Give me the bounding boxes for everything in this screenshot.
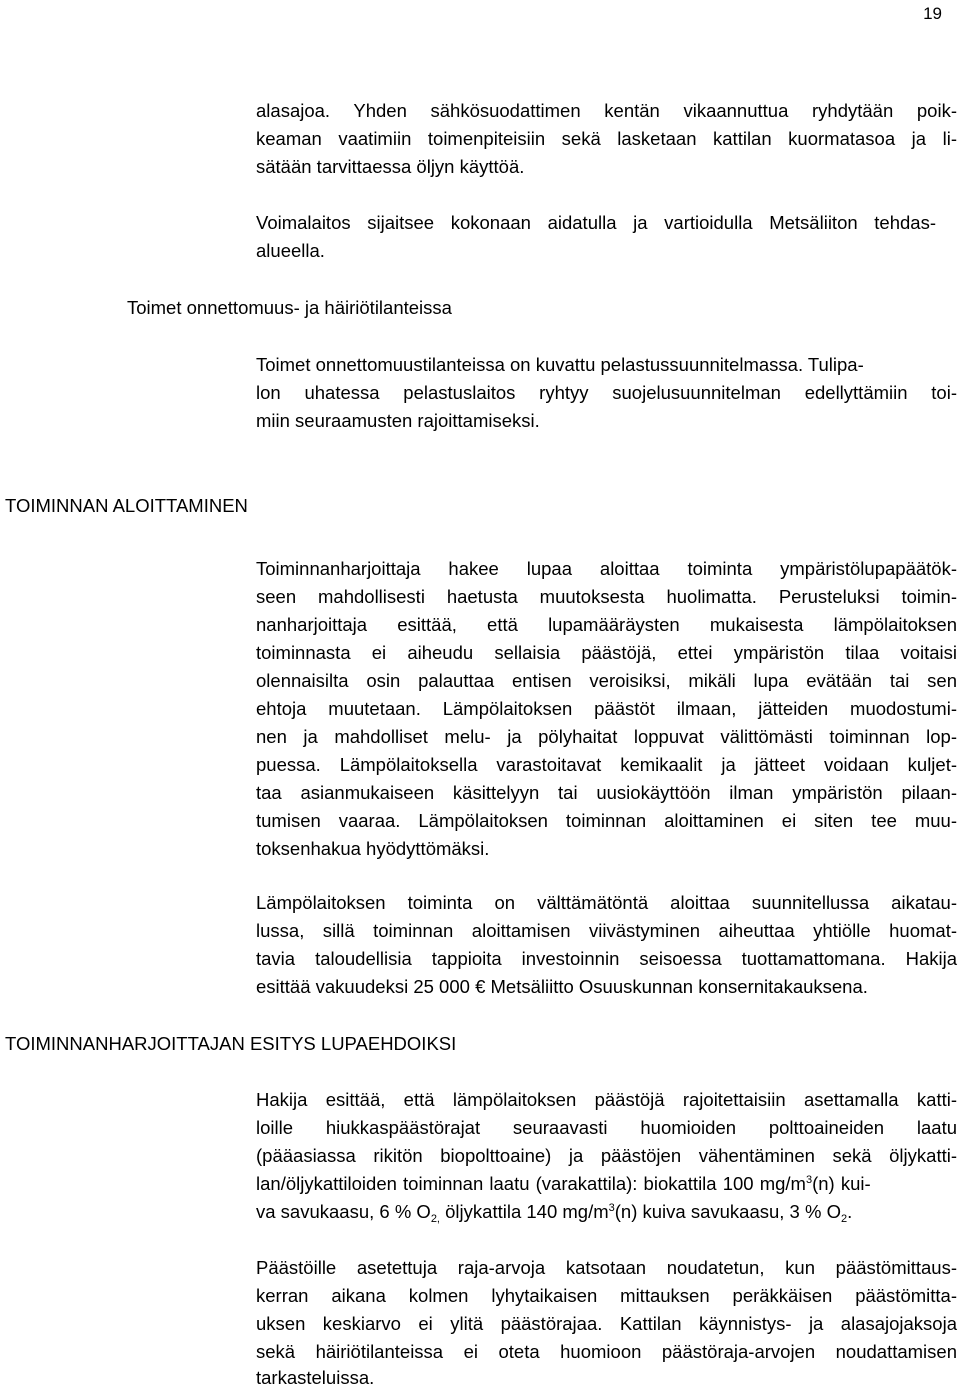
section-heading: TOIMINNANHARJOITTAJAN ESITYS LUPAEHDOIKSI bbox=[5, 1033, 457, 1054]
text-run: (n) kui- bbox=[812, 1173, 871, 1194]
page-number: 19 bbox=[923, 4, 942, 23]
paragraph-line bbox=[256, 1172, 871, 1196]
paragraph-line bbox=[256, 1200, 852, 1224]
superscript: 3 bbox=[805, 1174, 813, 1186]
paragraph-line: sekä häiriötilanteissa ei oteta huomioon päästöraja-arvojen noudattamisen bbox=[256, 1341, 957, 1362]
text-run: öljykattila 140 mg/m bbox=[440, 1201, 609, 1222]
paragraph-line: loille hiukkaspäästörajat seuraavasti huomioiden polttoaineiden laatu bbox=[256, 1117, 957, 1138]
paragraph-line: tumisen vaaraa. Lämpölaitoksen toiminnan aloittaminen ei siten tee muu- bbox=[256, 810, 957, 831]
text-run: va savukaasu, 6 % O bbox=[256, 1201, 431, 1222]
text-run: (n) kuiva savukaasu, 3 % O bbox=[614, 1201, 841, 1222]
paragraph-line: lon uhatessa pelastuslaitos ryhtyy suojelusuunnitelman edellyttämiin toi- bbox=[256, 382, 957, 403]
paragraph-line: sätään tarvittaessa öljyn käyttöä. bbox=[256, 156, 525, 177]
paragraph-line: puessa. Lämpölaitoksella varastoitavat kemikaalit ja jätteet voidaan kuljet- bbox=[256, 754, 957, 775]
paragraph-line: Toiminnanharjoittaja hakee lupaa aloittaa toiminta ympäristölupapäätök- bbox=[256, 558, 957, 579]
paragraph-line: taa asianmukaiseen käsittelyyn tai uusiokäyttöön ilman ympäristön pilaan- bbox=[256, 782, 957, 803]
paragraph-line: Voimalaitos sijaitsee kokonaan aidatulla ja vartioidulla Metsäliiton tehdas- bbox=[256, 212, 936, 233]
paragraph-line: Lämpölaitoksen toiminta on välttämätöntä aloittaa suunnitellussa aikatau- bbox=[256, 892, 957, 913]
paragraph-line: lussa, sillä toiminnan aloittamisen viivästyminen aiheuttaa yhtiölle huomat- bbox=[256, 920, 957, 941]
paragraph-line: ehtoja muutetaan. Lämpölaitoksen päästöt ilmaan, jätteiden muodostumi- bbox=[256, 698, 957, 719]
paragraph-line: tarkasteluissa. bbox=[256, 1367, 375, 1388]
subscript: 2, bbox=[430, 1213, 440, 1225]
superscript: 3 bbox=[608, 1202, 615, 1214]
paragraph-line: alasajoa. Yhden sähkösuodattimen kentän vikaannuttua ryhdytään poik- bbox=[256, 100, 957, 121]
section-heading: Toimet onnettomuus- ja häiriötilanteissa bbox=[127, 297, 452, 318]
paragraph-line: (pääasiassa rikitön biopolttoaine) ja päästöjen vähentäminen sekä öljykatti- bbox=[256, 1145, 957, 1166]
paragraph-line: olennaisilta osin palauttaa entisen veroisiksi, mikäli lupa evätään tai sen bbox=[256, 670, 957, 691]
paragraph-line: keaman vaatimiin toimenpiteisiin sekä lasketaan kattilan kuormatasoa ja li- bbox=[256, 128, 957, 149]
subscript: 2 bbox=[840, 1213, 848, 1225]
paragraph-line: alueella. bbox=[256, 240, 325, 261]
paragraph-line: toksenhakua hyödyttömäksi. bbox=[256, 838, 490, 859]
paragraph-line: nanharjoittaja esittää, että lupamääräysten mukaisesta lämpölaitoksen bbox=[256, 614, 957, 635]
paragraph-line: miin seuraamusten rajoittamiseksi. bbox=[256, 410, 540, 431]
text-run: . bbox=[847, 1201, 853, 1222]
text-run: lan/öljykattiloiden toiminnan laatu (varakattila): biokattila 100 mg/m bbox=[256, 1173, 806, 1194]
paragraph-line: seen mahdollisesti haetusta muutoksesta huolimatta. Perusteluksi toimin- bbox=[256, 586, 957, 607]
paragraph-line: Toimet onnettomuustilanteissa on kuvattu pelastussuunnitelmassa. Tulipa- bbox=[256, 354, 864, 375]
paragraph-line: esittää vakuudeksi 25 000 € Metsäliitto Osuuskunnan konsernitakauksena. bbox=[256, 976, 868, 997]
paragraph-line: kerran aikana kolmen lyhytaikaisen mittauksen peräkkäisen päästömitta- bbox=[256, 1285, 957, 1306]
paragraph-line: uksen keskiarvo ei ylitä päästörajaa. Kattilan käynnistys- ja alasajojaksoja bbox=[256, 1313, 957, 1334]
section-heading: TOIMINNAN ALOITTAMINEN bbox=[5, 495, 248, 516]
paragraph-line: tavia taloudellisia tappioita investoinnin seisoessa tuottamattomana. Hakija bbox=[256, 948, 957, 969]
paragraph-line: nen ja mahdolliset melu- ja pölyhaitat loppuvat välittömästi toiminnan lop- bbox=[256, 726, 957, 747]
paragraph-line: toiminnasta ei aiheudu sellaisia päästöjä, ettei ympäristön tilaa voitaisi bbox=[256, 642, 957, 663]
paragraph-line: Hakija esittää, että lämpölaitoksen päästöjä rajoitettaisiin asettamalla katti- bbox=[256, 1089, 957, 1110]
paragraph-line: Päästöille asetettuja raja-arvoja katsotaan noudatetun, kun päästömittaus- bbox=[256, 1257, 957, 1278]
